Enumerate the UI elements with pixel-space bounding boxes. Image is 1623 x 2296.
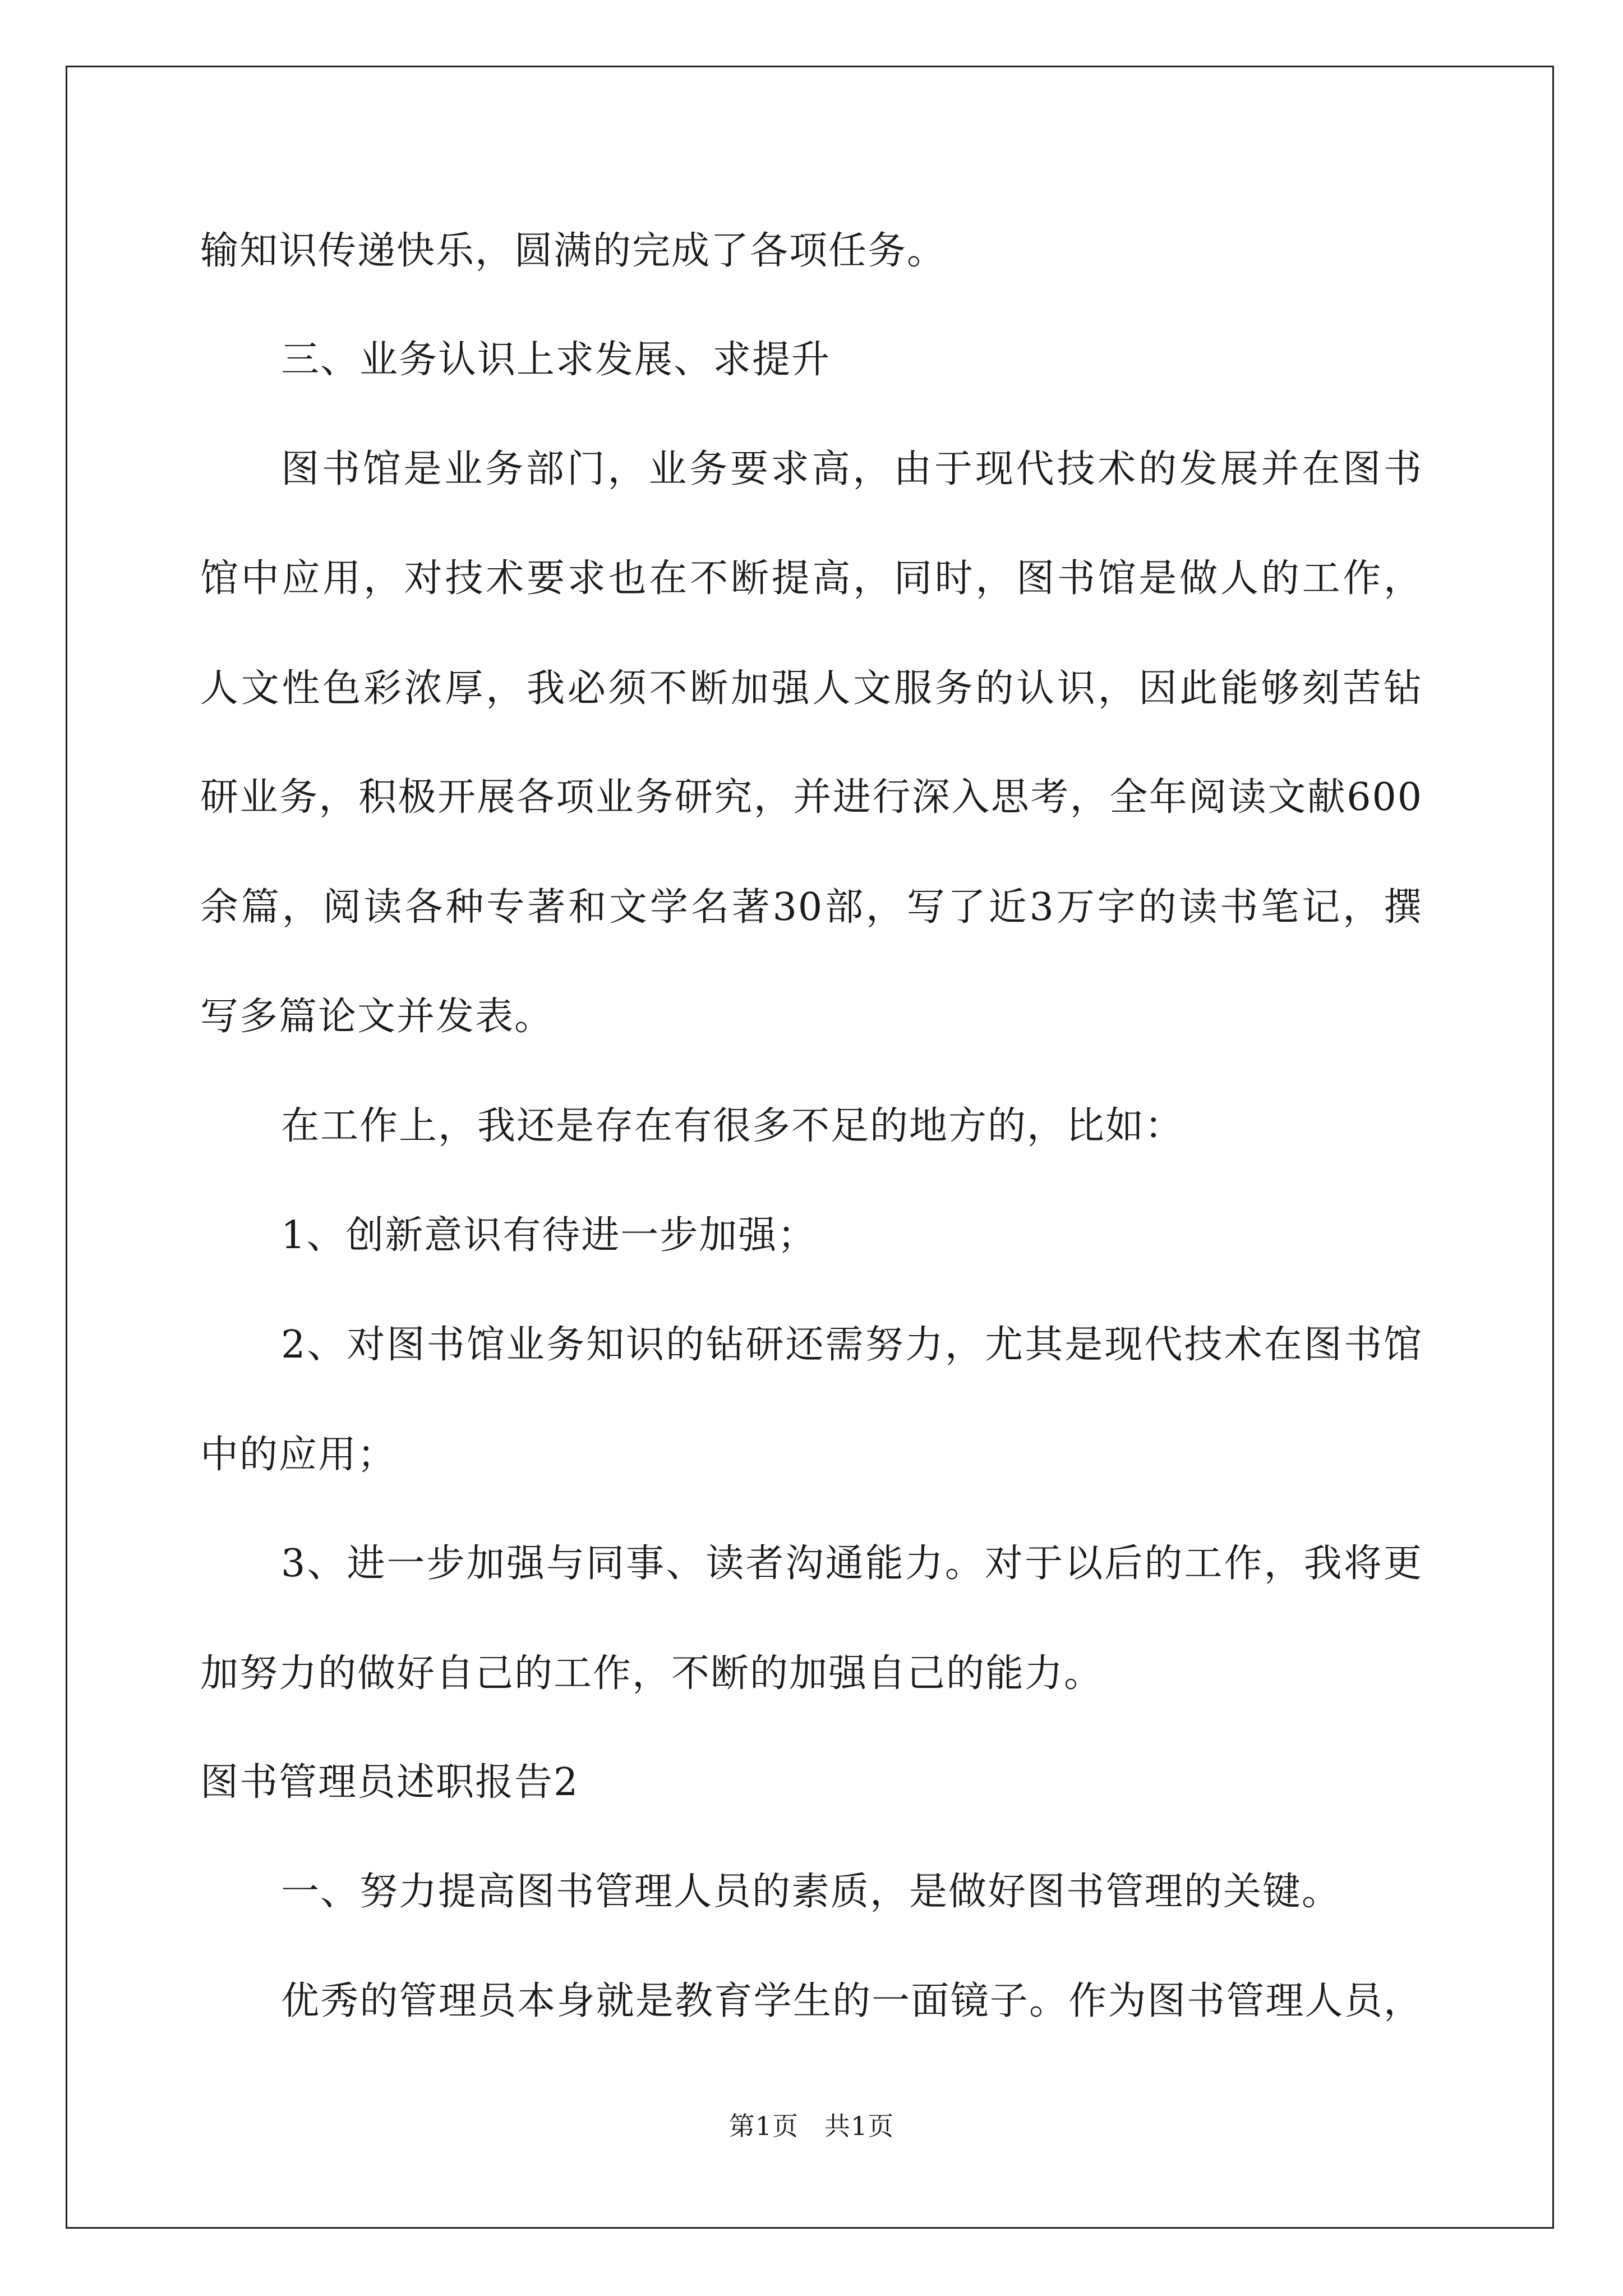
text-line-8: 写多篇论文并发表。	[200, 995, 554, 1039]
text-line-3: 图书馆是业务部门，业务要求高，由于现代技术的发展并在图书	[281, 447, 1423, 491]
list-item-1: 1、创新意识有待进一步加强；	[281, 1213, 817, 1258]
report-title-2: 图书管理员述职报告2	[200, 1760, 579, 1805]
list-item-3-cont: 加努力的做好自己的工作，不断的加强自己的能力。	[200, 1651, 1104, 1696]
list-item-2: 2、对图书馆业务知识的钻研还需努力，尤其是现代技术在图书馆	[281, 1323, 1423, 1367]
page-total: 共1页	[824, 2111, 895, 2141]
text-line-1: 输知识传递快乐，圆满的完成了各项任务。	[200, 229, 947, 273]
section-heading-1: 一、努力提高图书管理人员的素质，是做好图书管理的关键。	[281, 1870, 1341, 1914]
page-number: 第1页	[728, 2111, 799, 2141]
text-line-9: 在工作上，我还是存在有很多不足的地方的，比如：	[281, 1104, 1184, 1148]
text-line-6: 研业务，积极开展各项业务研究，并进行深入思考，全年阅读文献600	[200, 775, 1423, 820]
list-item-3: 3、进一步加强与同事、读者沟通能力。对于以后的工作，我将更	[281, 1542, 1423, 1586]
section-heading-3: 三、业务认识上求发展、求提升	[281, 338, 831, 382]
text-line-7: 余篇，阅读各种专著和文学名著30部，写了近3万字的读书笔记，撰	[200, 885, 1423, 930]
text-line-4: 馆中应用，对技术要求也在不断提高，同时，图书馆是做人的工作，	[200, 556, 1423, 601]
text-line-17: 优秀的管理员本身就是教育学生的一面镜子。作为图书管理人员，	[281, 1979, 1423, 2023]
list-item-2-cont: 中的应用；	[200, 1433, 397, 1477]
text-line-5: 人文性色彩浓厚，我必须不断加强人文服务的认识，因此能够刻苦钻	[200, 666, 1423, 711]
page-footer	[0, 2109, 1623, 2143]
